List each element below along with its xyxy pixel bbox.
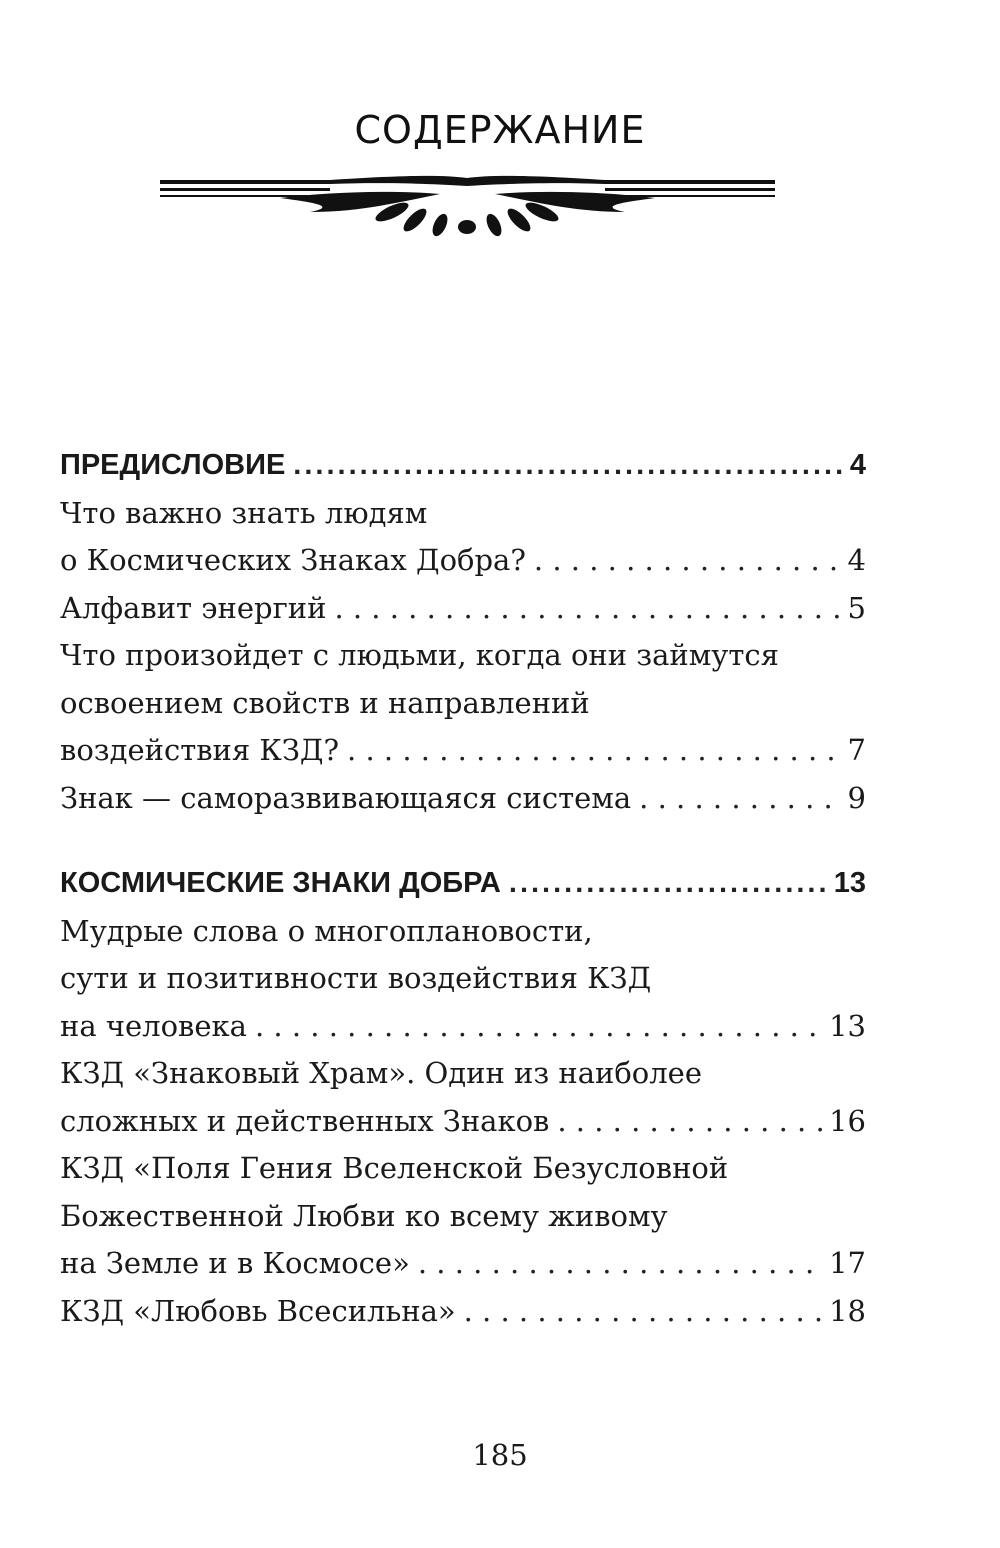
page-title: СОДЕРЖАНИЕ [354, 108, 646, 152]
toc-entry-text-line: КЗД «Поля Гения Вселенской Безусловной [60, 1151, 729, 1185]
toc-entry-text-line: Алфавит энергий [60, 590, 327, 625]
toc-entry-page: 4 [847, 543, 866, 577]
toc-entry-text-line: КЗД «Любовь Всесильна» [60, 1293, 456, 1328]
toc-entry-text-line: о Космических Знаках Добра? [60, 543, 526, 577]
toc-entry-page: 18 [829, 1293, 866, 1328]
dot-leader [247, 1003, 825, 1051]
dot-leader [285, 442, 846, 490]
toc-entry-page: 5 [847, 590, 866, 625]
toc-entry-text-line: Что произойдет с людьми, когда они займутся [60, 638, 779, 672]
toc-section-heading[interactable] [60, 860, 866, 908]
toc-entry-text-line: Что важно знать людям [60, 495, 428, 530]
toc-entry-text-line: на человека [60, 1008, 247, 1043]
dot-leader [410, 1240, 825, 1288]
toc-entry[interactable] [60, 775, 866, 823]
toc-heading-page: 4 [849, 449, 866, 481]
toc-section-heading[interactable] [60, 442, 866, 490]
toc-entry[interactable] [60, 1050, 866, 1145]
toc-entry-page: 13 [829, 1008, 866, 1043]
toc-entry-page: 9 [847, 780, 866, 815]
toc-entry[interactable] [60, 1145, 866, 1288]
toc-entry-page: 17 [829, 1246, 866, 1280]
toc-entry-text-line: КЗД «Знаковый Храм». Один из наиболее [60, 1056, 702, 1090]
decorative-fan-divider-icon [160, 172, 775, 240]
table-of-contents [60, 442, 866, 1335]
toc-entry[interactable] [60, 632, 866, 775]
dot-leader [339, 727, 844, 775]
dot-leader [326, 585, 843, 633]
toc-entry-page: 16 [829, 1103, 866, 1138]
toc-section [60, 860, 866, 1335]
toc-heading-page: 13 [833, 867, 866, 899]
toc-entry[interactable] [60, 908, 866, 1051]
toc-entry-text-line: Божественной Любви ко всему живому [60, 1198, 668, 1233]
toc-entry[interactable] [60, 490, 866, 585]
toc-entry-text-line: Мудрые слова о многоплановости, [60, 913, 593, 948]
toc-entry-text-line: на Земле и в Космосе» [60, 1246, 410, 1280]
toc-heading-title: КОСМИЧЕСКИЕ ЗНАКИ ДОБРА [60, 867, 501, 899]
dot-leader [526, 537, 844, 585]
toc-heading-title: ПРЕДИСЛОВИЕ [60, 449, 286, 481]
toc-entry-text-line: освоением свойств и направлений [60, 685, 590, 720]
toc-entry[interactable] [60, 1288, 866, 1336]
dot-leader [456, 1288, 825, 1336]
dot-leader [631, 775, 843, 823]
page-number: 185 [472, 1438, 528, 1472]
toc-entry-text-line: Знак — саморазвивающаяся система [60, 780, 632, 815]
toc-entry-text-line: сложных и действенных Знаков [60, 1103, 550, 1138]
dot-leader [549, 1098, 825, 1146]
toc-entry-text-line: сути и позитивности воздействия КЗД [60, 961, 652, 995]
toc-section [60, 442, 866, 822]
toc-entry-text-line: воздействия КЗД? [60, 733, 340, 767]
toc-entry-page: 7 [847, 733, 866, 767]
toc-entry[interactable] [60, 585, 866, 633]
dot-leader [501, 860, 830, 908]
